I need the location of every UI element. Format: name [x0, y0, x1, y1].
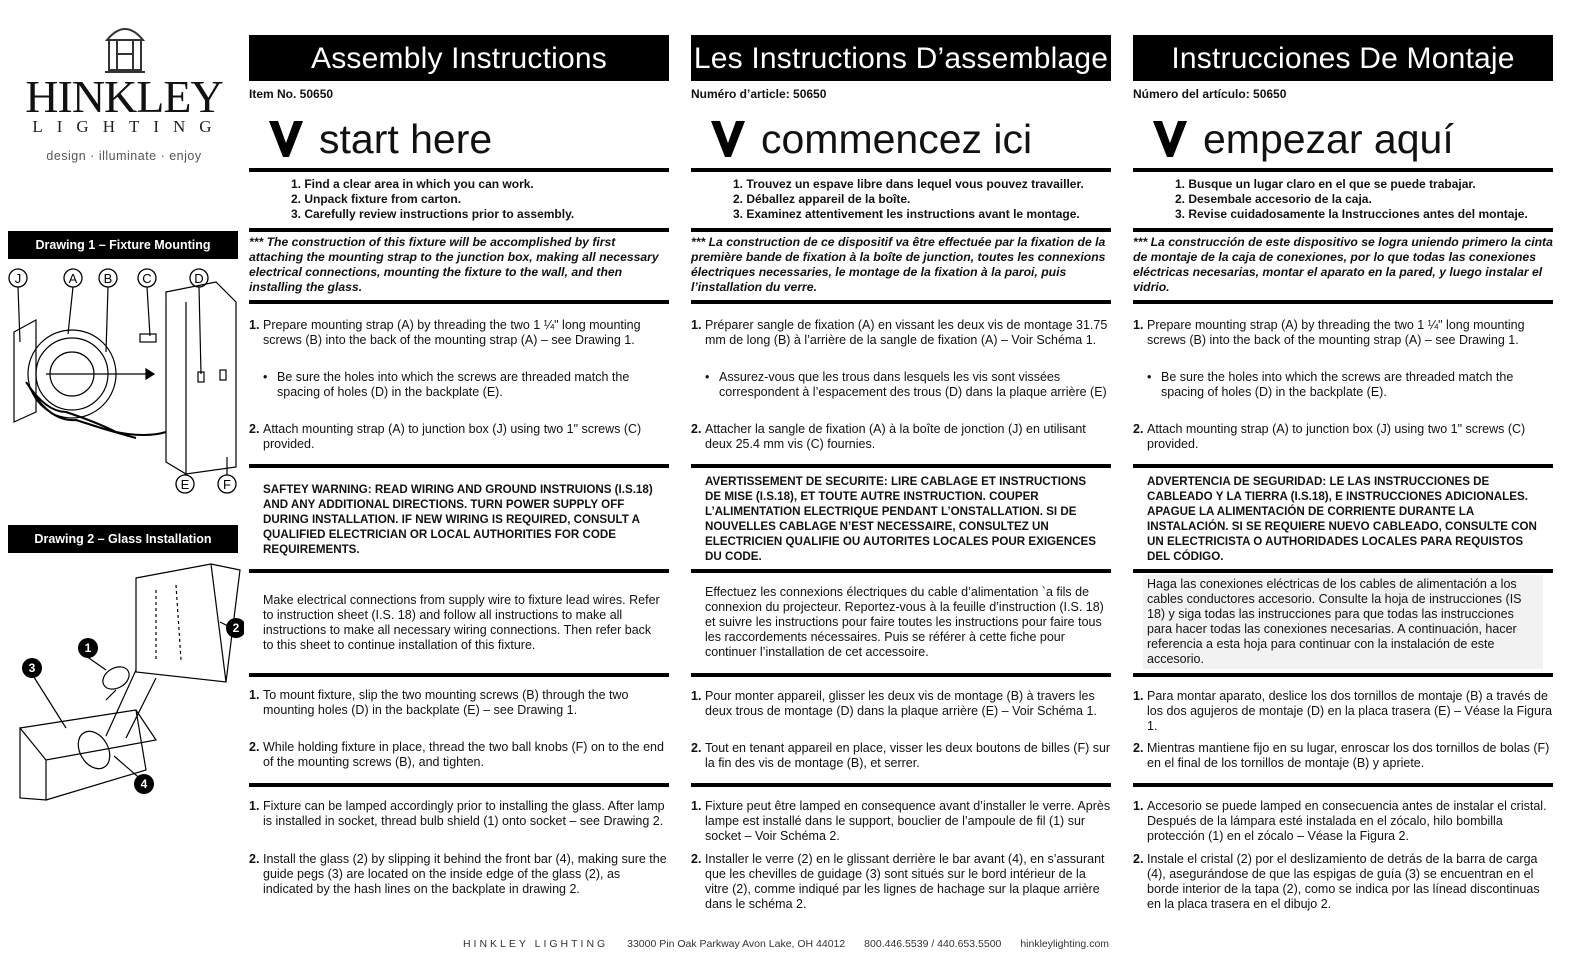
divider: [1133, 228, 1553, 232]
step-attach-strap: 2. Attach mounting strap (A) to junction box (J) using two 1" screws (C) provided.: [1133, 422, 1526, 451]
start-text: start here: [319, 116, 493, 162]
divider: [691, 300, 1111, 304]
callout-1: 1: [84, 641, 92, 655]
prep-item: 1. Busque un lugar claro en el que se puede trabajar.: [1175, 177, 1476, 191]
divider: [1133, 569, 1553, 573]
bullet-hole-spacing: • Assurez-vous que les trous dans lesquels les vis sont vissées correspondent à l’espacement des trous (D) dans la plaque arrière (E): [705, 370, 1107, 399]
footer: [0, 938, 1572, 950]
drawing-1-fixture-mounting: [6, 262, 242, 500]
header-bar: Assembly Instructions: [249, 35, 669, 81]
step-mount-fixture: 1. Pour monter appareil, glisser les deux vis de montage (B) à travers les deux trous de montage (D) dans la plaque arrière (E) – Voir Schéma 1.: [691, 689, 1097, 718]
construction-note: *** La construction de ce dispositif va être effectuée par la fixation de la première bande de fixation à la boîte de junction, toutes les connexions électriques necessaries, le montage de la fixation à la paroi, puis l’installation du verre.: [691, 235, 1106, 294]
prep-item: 2. Desembale accesorio de la caja.: [1175, 192, 1372, 206]
step-ball-knobs: 2. Mientras mantiene fijo en su lugar, enroscar los dos tornillos de bolas (F) en el final de los tornillos de montaje (B) y apriete.: [1133, 741, 1550, 770]
prep-item: 1. Trouvez un espave libre dans lequel vous pouvez travailler.: [733, 177, 1084, 191]
prep-list: [1175, 177, 1553, 222]
divider: [249, 464, 669, 468]
step-mount-fixture: 1. To mount fixture, slip the two mounting screws (B) through the two mounting holes (D) in the backplate (E) – see Drawing 1.: [249, 688, 629, 717]
chevron-down-icon: [711, 119, 745, 157]
prep-list: [291, 177, 669, 222]
safety-warning: AVERTISSEMENT DE SECURITE: LIRE CABLAGE ET INSTRUCTIONS DE MISE (I.S.18), ET TOUTE AUTRE INSTRUCTION. COUPER L’ALIMENTATION ELECTRIQUE PENDANT L’ONSTALLATION. SI DE NOUVELLES CABLAGE N’EST NECESSAIRE, CONSULTEZ UN ELECTRICIEN QUALIFIE OU AUTORITES LOCALES POUR EXIGENCES DU CODE.: [705, 475, 1096, 563]
step-prepare-strap: 1. Prepare mounting strap (A) by threading the two 1 ¼" long mounting screws (B) into the back of the mounting strap (A) – see Drawing 1.: [249, 318, 641, 347]
brand-name: HINKLEY: [25, 71, 223, 122]
divider: [249, 783, 669, 787]
header-bar: Instrucciones De Montaje: [1133, 35, 1553, 81]
divider: [249, 300, 669, 304]
brand-tagline: design · illuminate · enjoy: [46, 149, 202, 163]
item-number: Item No. 50650: [249, 87, 334, 101]
callout-a: A: [68, 271, 78, 286]
callout-e: E: [180, 477, 190, 492]
electrical-connections: Effectuez les connexions électriques du cable d’alimentation `a fils de connexion du projecteur. Reportez-vous à la feuille d’instruction (I.S. 18) et suivre les instructions pour faire toutes les instructions pour faire tous les raccordements nécessaires. Puis se référer à cette fiche pour continuer l’installation de cet accessoire.: [705, 585, 1104, 659]
column-english: [249, 35, 669, 935]
callout-3: 3: [28, 661, 36, 675]
step-prepare-strap: 1. Préparer sangle de fixation (A) en vissant les deux vis de montage 31.75 mm de long (B) à l’arrière de la sangle de fixation (A) – Voir Schéma 1.: [691, 318, 1108, 347]
callout-b: B: [103, 271, 113, 286]
start-text: empezar aquí: [1203, 116, 1454, 162]
divider: [1133, 300, 1553, 304]
divider: [1133, 168, 1553, 172]
divider: [691, 783, 1111, 787]
footer-address: 33000 Pin Oak Parkway Avon Lake, OH 44012: [627, 938, 846, 950]
divider: [691, 569, 1111, 573]
divider: [249, 673, 669, 677]
prep-item: 3. Carefully review instructions prior to assembly.: [291, 207, 575, 221]
divider: [1133, 464, 1553, 468]
chevron-down-icon: [269, 119, 303, 157]
step-attach-strap: 2. Attach mounting strap (A) to junction box (J) using two 1" screws (C) provided.: [249, 422, 642, 451]
construction-note: *** The construction of this fixture will be accomplished by first attaching the mounting strap to the junction box, making all necessary electrical connections, mounting the fixture to the wall, and then installing the glass.: [249, 235, 659, 294]
step-mount-fixture: 1. Para montar aparato, deslice los dos tornillos de montaje (B) a través de los dos agujeros de montaje (D) en la placa trasera (E) – Véase la Figura 1.: [1133, 689, 1553, 733]
construction-note: *** La construcción de este dispositivo se logra uniendo primero la cinta de montaje de la caja de conexiones, por lo que todas las conexiones eléctricas necesarias, montar el aparato en la pared, y luego instalar el vidrio.: [1133, 235, 1553, 294]
column-spanish: [1133, 35, 1553, 935]
safety-warning: ADVERTENCIA DE SEGURIDAD: LE LAS INSTRUCCIONES DE CABLEADO Y LA TIERRA (I.S.18), E INSTRUCCIONES ADICIONALES. APAGUE LA ALIMENTACIÓN DE CORRIENTE DURANTE LA INSTALACIÓN. SI SE REQUIERE NUEVO CABLEADO, CONSULTE CON UN ELECTRICISTA O AUTHORIDADES LOCALES PARA REQUISTOS DEL CÓDIGO.: [1147, 475, 1537, 563]
step-ball-knobs: 2. While holding fixture in place, thread the two ball knobs (F) on to the end of the mounting screws (B), and tighten.: [249, 740, 664, 769]
lantern-emblem-icon: [101, 20, 149, 76]
prep-item: 2. Déballez appareil de la boîte.: [733, 192, 911, 206]
bullet-hole-spacing: • Be sure the holes into which the screws are threaded match the spacing of holes (D) in the backplate (E).: [1147, 370, 1514, 399]
item-number: Número del artículo: 50650: [1133, 87, 1287, 101]
divider: [691, 168, 1111, 172]
divider: [249, 168, 669, 172]
prep-list: [733, 177, 1111, 222]
start-text: commencez ici: [761, 116, 1033, 162]
divider: [691, 228, 1111, 232]
divider: [249, 228, 669, 232]
step-prepare-strap: 1. Prepare mounting strap (A) by threading the two 1 ¼" long mounting screws (B) into the back of the mounting strap (A) – see Drawing 1.: [1133, 318, 1525, 347]
step-lamp: 1. Fixture can be lamped accordingly prior to installing the glass. After lamp is installed in socket, thread bulb shield (1) onto socket – see Drawing 2.: [249, 799, 665, 828]
column-french: [691, 35, 1111, 935]
divider: [1133, 673, 1553, 677]
callout-j: J: [14, 271, 22, 286]
electrical-connections: Haga las conexiones eléctricas de los cables de alimentación a los cables conductores accesorio. Consulte la hoja de instrucciones (IS 18) y siga todas las instrucciones para que todas las instrucciones para hacer todas las conexiones necesarias. A continuación, hacer referencia a esta hoja para continuar con la instalación de este accesorio.: [1143, 575, 1543, 669]
step-install-glass: 2. Installer le verre (2) en le glissant derrière le bar avant (4), en s’assurant que les chevilles de guidage (3) sont situés sur le bord intérieur de la vitre (2), comme indiqué par les lignes de hachage sur la plaque arrière dans le schéma 2.: [691, 852, 1105, 911]
drawing-2-title: Drawing 2 – Glass Installation: [8, 525, 238, 553]
step-lamp: 1. Accesorio se puede lamped en consecuencia antes de instalar el cristal. Después de la lámpara esté instalada en el zócalo, hilo bombilla protección (1) en el zócalo – Véase la Figura 2.: [1133, 799, 1547, 843]
item-number: Numéro d’article: 50650: [691, 87, 827, 101]
callout-4: 4: [140, 777, 148, 791]
prep-item: 2. Unpack fixture from carton.: [291, 192, 462, 206]
bullet-hole-spacing: • Be sure the holes into which the screws are threaded match the spacing of holes (D) in the backplate (E).: [263, 370, 630, 399]
divider: [1133, 783, 1553, 787]
divider: [691, 673, 1111, 677]
footer-phone: 800.446.5539 / 440.653.5500: [864, 938, 1002, 950]
prep-item: 3. Revise cuidadosamente la Instrucciones antes del montaje.: [1175, 207, 1528, 221]
step-attach-strap: 2. Attacher la sangle de fixation (A) à la boîte de jonction (J) en utilisant deux 25.4 mm vis (C) fournies.: [691, 422, 1086, 451]
safety-warning: SAFTEY WARNING: READ WIRING AND GROUND INSTRUIONS (I.S.18) AND ANY ADDITIONAL DIRECTIONS. TURN POWER SUPPLY OFF DURING INSTALLATION. IF NEW WIRING IS REQUIRED, CONSULT A QUALIFIED ELECTRICIAN OR LOCAL AUTHORITIES FOR CODE REQUIREMENTS.: [263, 483, 653, 556]
callout-f: F: [223, 477, 231, 492]
footer-brand: HINKLEY LIGHTING: [462, 938, 609, 950]
divider: [691, 464, 1111, 468]
header-bar: Les Instructions D’assemblage: [691, 35, 1111, 81]
callout-d: D: [194, 271, 204, 286]
step-ball-knobs: 2. Tout en tenant appareil en place, visser les deux boutons de billes (F) sur la fin des vis de montage (B), et serrer.: [691, 741, 1111, 770]
divider: [249, 569, 669, 573]
prep-item: 3. Examinez attentivement les instructions avant le montage.: [733, 207, 1080, 221]
drawing-1-title: Drawing 1 – Fixture Mounting: [8, 231, 238, 259]
step-lamp: 1. Fixture peut être lamped en consequence avant d’installer le verre. Après lampe est installé dans le support, bouclier de l’ampoule de fil (1) sur socket – Voir Schéma 2.: [691, 799, 1111, 843]
step-install-glass: 2. Instale el cristal (2) por el deslizamiento de detrás de la barra de carga (4), asegurándose de que las espigas de guía (3) se encuentran en el borde interior de la tapa (2), como se indica por las línead discontinuas en la placa trasera en el dibujo 2.: [1133, 852, 1540, 911]
chevron-down-icon: [1153, 119, 1187, 157]
step-install-glass: 2. Install the glass (2) by slipping it behind the front bar (4), making sure the guide pegs (3) are located on the inside edge of the glass (2), as indicated by the hash lines on the backplate in drawing 2.: [249, 852, 667, 896]
brand-sub: LIGHTING: [32, 117, 226, 136]
electrical-connections: Make electrical connections from supply wire to fixture lead wires. Refer to instruction sheet (I.S. 18) and follow all instructions to make all instructions to make all necessary wiring connections. Then refer back to this sheet to continue installation of this fixture.: [263, 593, 660, 652]
prep-item: 1. Find a clear area in which you can work.: [291, 177, 534, 191]
callout-2: 2: [232, 621, 240, 635]
callout-c: C: [142, 271, 152, 286]
hinkley-logo: [6, 20, 242, 170]
footer-website[interactable]: hinkleylighting.com: [1020, 938, 1110, 950]
drawing-2-glass-installation: [6, 560, 244, 810]
